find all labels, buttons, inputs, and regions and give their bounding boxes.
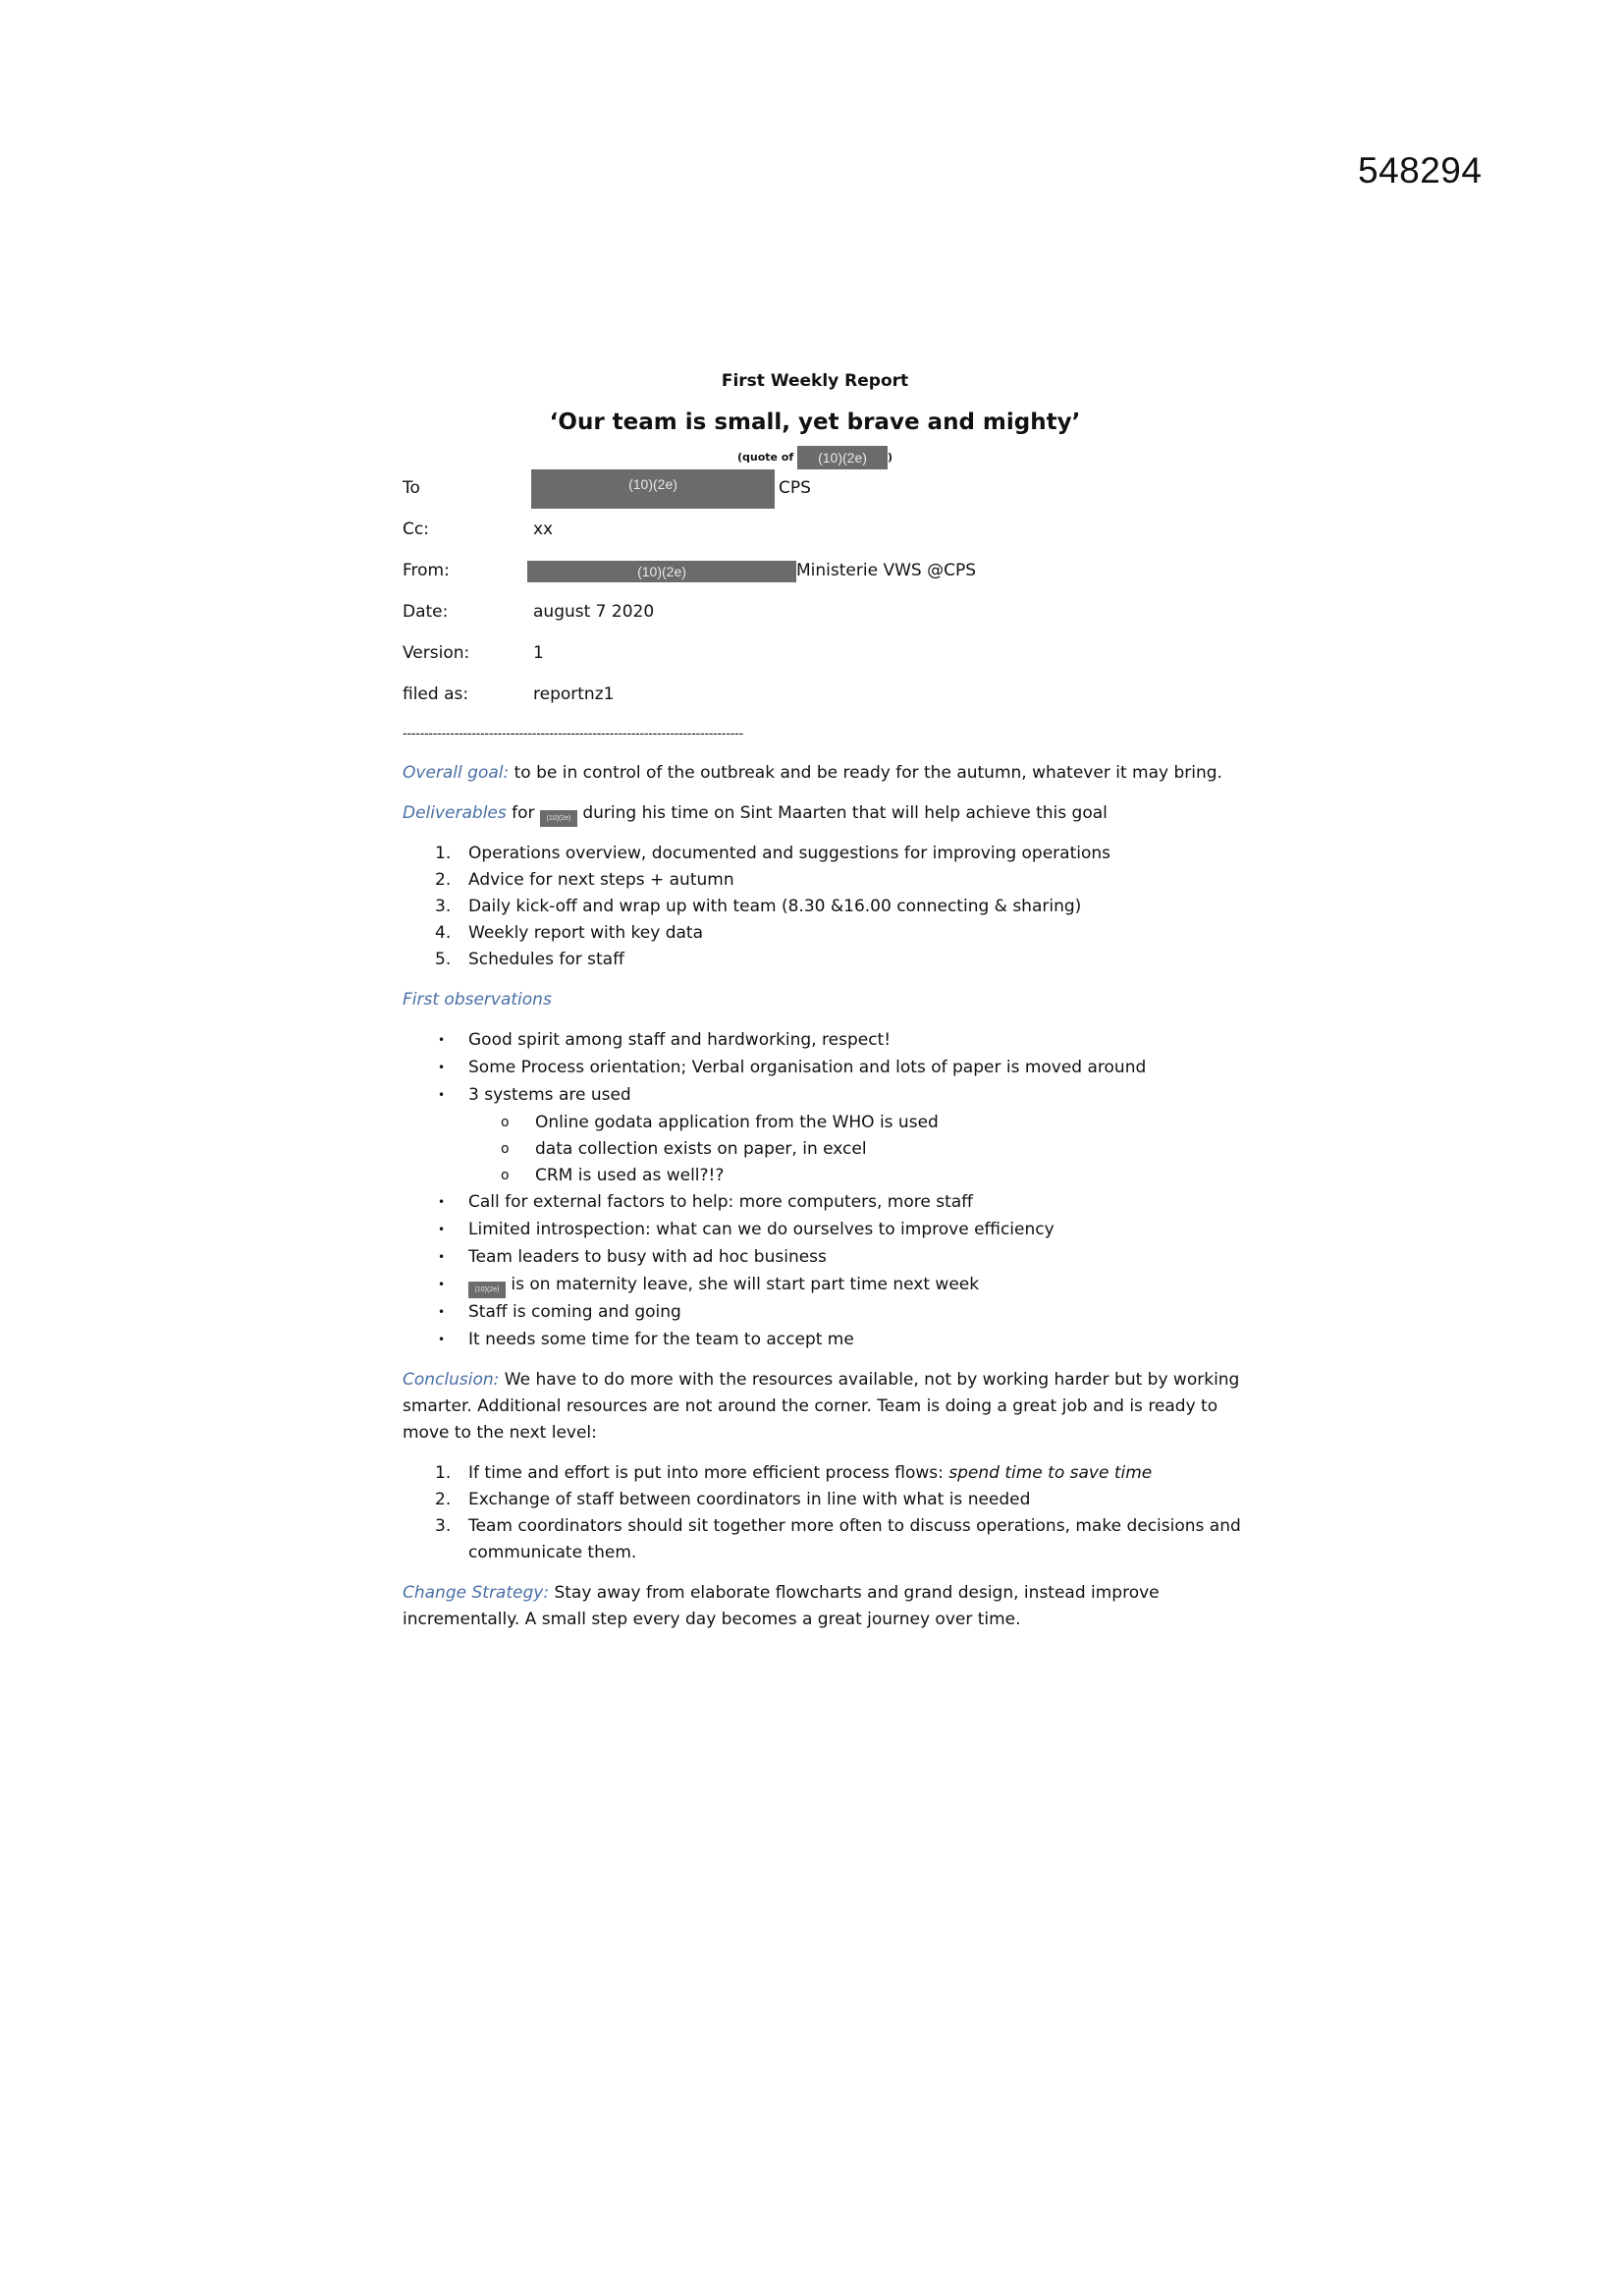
list-item xyxy=(403,1460,1247,1487)
bullet-icon: • xyxy=(438,1305,446,1319)
list-item-text: If time and effort is put into more efficient process flows: xyxy=(468,1463,949,1483)
list-item xyxy=(403,1244,1247,1271)
list-item xyxy=(403,1082,1247,1109)
meta-date-row xyxy=(403,599,1247,640)
list-number: 5. xyxy=(435,950,452,969)
meta-cc-row xyxy=(403,517,1247,558)
list-item xyxy=(403,1136,1247,1163)
quote-attribution xyxy=(403,446,1227,469)
list-item-text: Operations overview, documented and suggestions for improving operations xyxy=(468,844,1110,863)
list-item xyxy=(403,867,1247,894)
list-item xyxy=(403,841,1247,867)
meta-version-row xyxy=(403,640,1247,682)
list-item-text: 3 systems are used xyxy=(468,1085,631,1105)
change-strategy-label: Change Strategy: xyxy=(403,1583,550,1603)
list-item xyxy=(403,1327,1247,1353)
bullet-icon: • xyxy=(438,1061,446,1074)
date-label: Date: xyxy=(403,602,449,622)
list-number: 1. xyxy=(435,1463,452,1483)
list-item-text: data collection exists on paper, in excel xyxy=(535,1139,867,1159)
cc-value: xx xyxy=(533,519,554,539)
list-item xyxy=(403,1272,1247,1298)
bullet-icon: • xyxy=(438,1033,446,1047)
list-item xyxy=(403,1163,1247,1189)
list-number: 3. xyxy=(435,1516,452,1536)
list-number: 2. xyxy=(435,1490,452,1509)
observations-label: First observations xyxy=(403,990,552,1010)
from-sender: Ministerie VWS @CPS xyxy=(796,561,976,580)
meta-to-row xyxy=(403,475,1247,517)
redaction-box: (10)(2e) xyxy=(797,446,888,469)
list-item xyxy=(403,1513,1247,1566)
bullet-icon: • xyxy=(438,1195,446,1209)
deliverables-list xyxy=(403,841,1247,973)
bullet-icon: • xyxy=(438,1250,446,1264)
deliverables-paragraph xyxy=(403,800,1247,827)
list-item xyxy=(403,1299,1247,1326)
list-item-text: Staff is coming and going xyxy=(468,1302,681,1322)
list-item-text: Online godata application from the WHO is used xyxy=(535,1113,939,1132)
list-number: 3. xyxy=(435,897,452,916)
change-strategy-text: Stay away from elaborate flowcharts and grand design, instead improve incrementally. A small step every day becomes a great journey over time. xyxy=(403,1583,1160,1629)
list-item-text: CRM is used as well?!? xyxy=(535,1166,725,1185)
list-item-text: It needs some time for the team to accept me xyxy=(468,1330,854,1349)
overall-goal-label: Overall goal: xyxy=(403,763,510,783)
to-recipient: CPS xyxy=(779,478,811,498)
list-item xyxy=(403,1110,1247,1136)
conclusion-label: Conclusion: xyxy=(403,1370,500,1390)
filed-label: filed as: xyxy=(403,684,469,704)
bullet-icon: • xyxy=(438,1333,446,1346)
quote-prefix: (quote of xyxy=(736,451,794,464)
overall-goal-text: to be in control of the outbreak and be ready for the autumn, whatever it may bring. xyxy=(509,763,1222,783)
meta-filed-row xyxy=(403,682,1247,723)
report-title: First Weekly Report xyxy=(721,371,909,391)
redaction-box: (10)(2e) xyxy=(527,561,796,582)
list-item-text: Team coordinators should sit together more often to discuss operations, make decisions and communicate them. xyxy=(468,1516,1241,1562)
sub-bullet-icon: o xyxy=(501,1115,510,1130)
list-item-text: is on maternity leave, she will start part time next week xyxy=(506,1275,980,1294)
deliverables-post: during his time on Sint Maarten that will help achieve this goal xyxy=(576,803,1108,823)
observations-list xyxy=(403,1027,1247,1109)
change-strategy-paragraph xyxy=(403,1580,1247,1633)
list-number: 4. xyxy=(435,923,452,943)
document-number: 548294 xyxy=(1358,150,1483,191)
meta-from-row xyxy=(403,558,1247,599)
redaction-box: (10)(2e) xyxy=(540,810,577,827)
version-label: Version: xyxy=(403,643,470,663)
list-item-text: Schedules for staff xyxy=(468,950,624,969)
list-item-text: Exchange of staff between coordinators in line with what is needed xyxy=(468,1490,1031,1509)
list-item xyxy=(403,1217,1247,1243)
list-item xyxy=(403,1487,1247,1513)
bullet-icon: • xyxy=(438,1088,446,1102)
deliverables-label: Deliverables xyxy=(403,803,507,823)
observations-heading xyxy=(403,987,1247,1013)
list-item-text: Call for external factors to help: more computers, more staff xyxy=(468,1192,973,1212)
deliverables-pre: for xyxy=(506,803,540,823)
quote-suffix: ) xyxy=(888,451,893,464)
report-subtitle: ‘Our team is small, yet brave and mighty’ xyxy=(549,410,1081,435)
overall-goal-paragraph xyxy=(403,760,1247,787)
redaction-box: (10)(2e) xyxy=(531,469,775,509)
list-item-text: Limited introspection: what can we do ourselves to improve efficiency xyxy=(468,1220,1055,1239)
systems-sublist xyxy=(403,1110,1247,1189)
list-item xyxy=(403,947,1247,973)
version-value: 1 xyxy=(533,643,544,663)
list-item xyxy=(403,1027,1247,1054)
list-item-text: Good spirit among staff and hardworking, respect! xyxy=(468,1030,892,1050)
to-value xyxy=(531,475,811,509)
bullet-icon: • xyxy=(438,1278,446,1291)
list-item xyxy=(403,894,1247,920)
list-item-text: Some Process orientation; Verbal organisation and lots of paper is moved around xyxy=(468,1058,1147,1077)
list-item xyxy=(403,920,1247,947)
observations-list-continued xyxy=(403,1189,1247,1353)
from-label: From: xyxy=(403,561,450,580)
divider-line: ------------------------------------------------------------------------------- xyxy=(403,727,743,741)
sub-bullet-icon: o xyxy=(501,1168,510,1183)
to-label: To xyxy=(403,478,420,498)
date-value: august 7 2020 xyxy=(533,602,655,622)
filed-value: reportnz1 xyxy=(533,684,615,704)
list-item xyxy=(403,1055,1247,1081)
list-item-emphasis: spend time to save time xyxy=(948,1463,1153,1483)
from-value xyxy=(531,558,976,584)
list-number: 1. xyxy=(435,844,452,863)
sub-bullet-icon: o xyxy=(501,1141,510,1157)
report-body xyxy=(403,368,1247,1647)
list-item-text: Daily kick-off and wrap up with team (8.30 &16.00 connecting & sharing) xyxy=(468,897,1082,916)
redaction-box: (10)(2e) xyxy=(468,1282,506,1298)
list-item-text: Weekly report with key data xyxy=(468,923,704,943)
conclusion-paragraph xyxy=(403,1367,1247,1447)
list-item-text: Team leaders to busy with ad hoc business xyxy=(468,1247,827,1267)
conclusion-text: We have to do more with the resources available, not by working harder but by working smarter. Additional resources are not around the corner. Team is doing a great job and is ready to move to the next level: xyxy=(403,1370,1240,1443)
bullet-icon: • xyxy=(438,1223,446,1236)
list-item xyxy=(403,1189,1247,1216)
conclusion-list xyxy=(403,1460,1247,1566)
list-number: 2. xyxy=(435,870,452,890)
list-item-text: Advice for next steps + autumn xyxy=(468,870,734,890)
cc-label: Cc: xyxy=(403,519,429,539)
